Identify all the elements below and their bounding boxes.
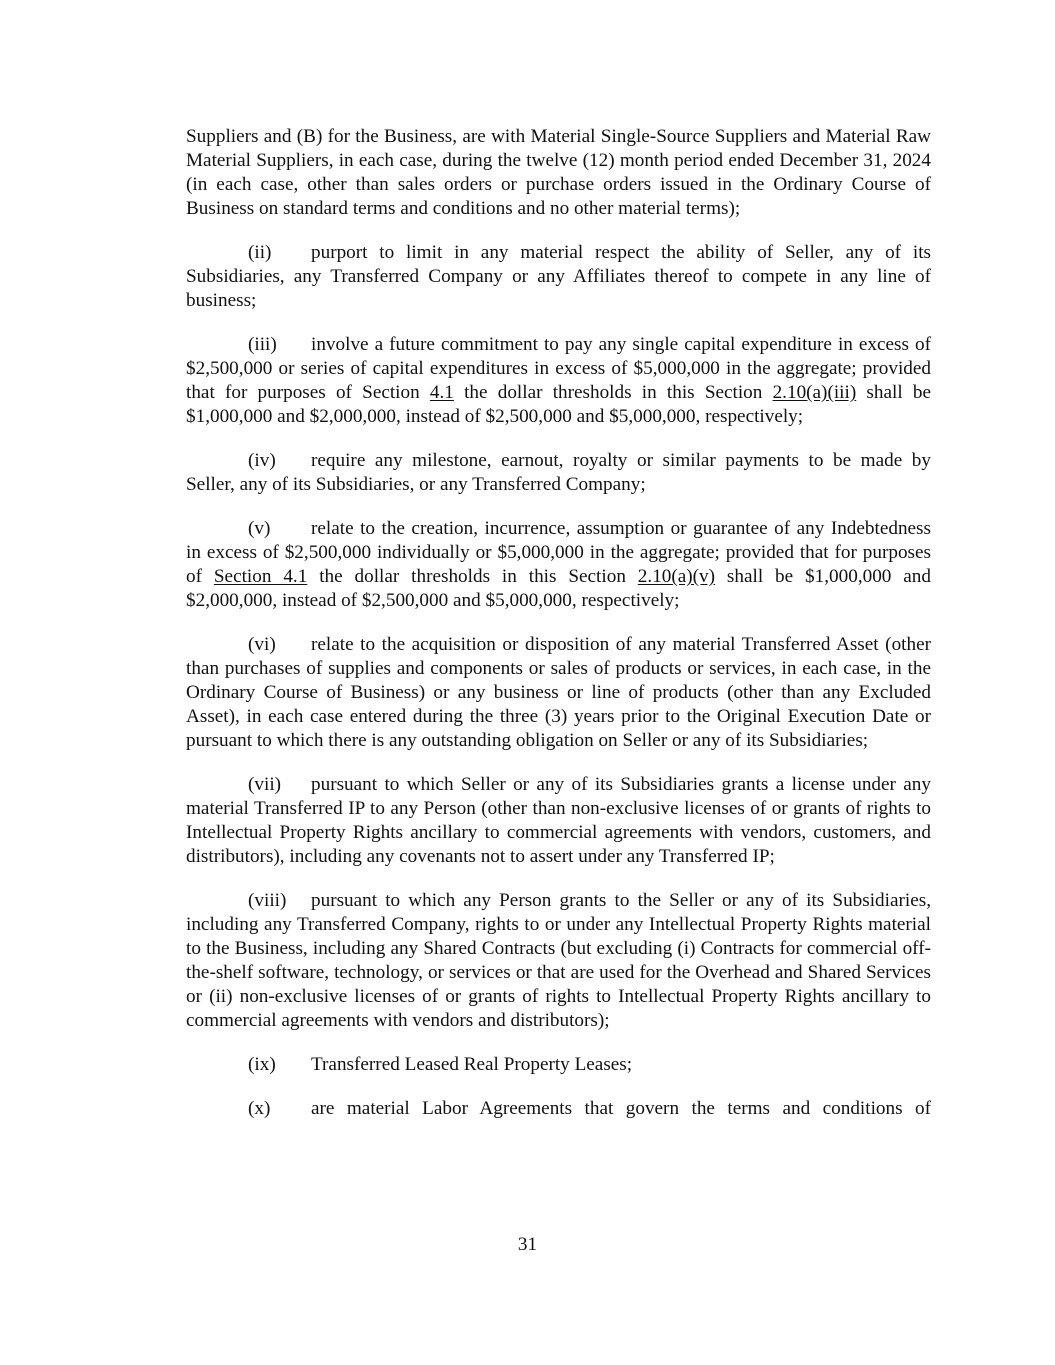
clause-label: (ix) xyxy=(248,1054,276,1075)
clause-text: pursuant to which any Person grants to the Seller or any of its Subsidiaries, including any Transferred Company, rights to or under any Intellectual Property Rights material to the Business, including any Shared Contracts (but excluding (i) Contracts for commercial off-the-shelf software, technology, or services or that are used for the Overhead and Shared Services or (ii) non-exclusive licenses of or grants of rights to Intellectual Property Rights ancillary to commercial agreements with vendors and distributors); xyxy=(186,890,931,1031)
section-link[interactable]: Section 4.1 xyxy=(213,566,308,587)
section-link[interactable]: 4.1 xyxy=(429,382,454,403)
clause-label: (ii) xyxy=(248,242,272,263)
clause-text: require any milestone, earnout, royalty or similar payments to be made by Seller, any of its Subsidiaries, or any Transferred Company; xyxy=(186,450,931,495)
clause-x xyxy=(248,1097,931,1121)
clause-label: (iii) xyxy=(248,334,277,355)
intro-paragraph: Suppliers and (B) for the Business, are with Material Single-Source Suppliers and Material Raw Material Suppliers, in each case, during the twelve (12) month period ended December 31, 2024 (in each case, other than sales orders or purchase orders issued in the Ordinary Course of Business on standard terms and conditions and no other material terms); xyxy=(186,126,931,219)
clause-iii xyxy=(186,333,931,429)
clause-text: Transferred Leased Real Property Leases; xyxy=(311,1054,633,1075)
clause-text: pursuant to which Seller or any of its Subsidiaries grants a license under any material Transferred IP to any Person (other than non-exclusive licenses of or grants of rights to Intellectual Property Rights ancillary to commercial agreements with vendors, customers, and distributors), including any covenants not to assert under any Transferred IP; xyxy=(186,774,931,867)
clause-text: are material Labor Agreements that govern the terms and conditions of xyxy=(311,1098,931,1119)
clause-text: the dollar thresholds in this Section xyxy=(453,382,773,403)
clause-label: (vi) xyxy=(248,634,276,655)
clause-label: (x) xyxy=(248,1098,271,1119)
clause-label: (vii) xyxy=(248,774,282,795)
clause-label: (v) xyxy=(248,518,271,539)
clause-text: purport to limit in any material respect the ability of Seller, any of its Subsidiaries, any Transferred Company or any Affiliates thereof to compete in any line of business; xyxy=(186,242,931,311)
page-number: 31 xyxy=(517,1234,538,1255)
clause-ii xyxy=(186,241,931,313)
section-link[interactable]: 2.10(a)(v) xyxy=(637,566,716,587)
clause-text: relate to the acquisition or disposition of any material Transferred Asset (other than purchases of supplies and components or sales of products or services, in each case, in the Ordinary Course of Business) or any business or line of products (other than any Excluded Asset), in each case entered during the three (3) years prior to the Original Execution Date or pursuant to which there is any outstanding obligation on Seller or any of its Subsidiaries; xyxy=(186,634,931,751)
clause-vi xyxy=(186,633,931,753)
clause-text: relate to the creation, incurrence, assumption or guarantee of any Indebtedness in excess of $2,500,000 individually or $5,000,000 in the aggregate; provided that for purposes of xyxy=(186,518,931,587)
clause-v xyxy=(186,517,931,613)
clause-text: the dollar thresholds in this Section xyxy=(307,566,638,587)
clause-ix xyxy=(248,1053,931,1077)
clause-text: shall be $1,000,000 and $2,000,000, instead of $2,500,000 and $5,000,000, respectively; xyxy=(186,566,931,611)
clause-label: (viii) xyxy=(248,890,287,911)
section-link[interactable]: 2.10(a)(iii) xyxy=(772,382,857,403)
clause-iv xyxy=(186,449,931,497)
document-page xyxy=(186,125,931,1141)
clause-vii xyxy=(186,773,931,869)
clause-text: involve a future commitment to pay any single capital expenditure in excess of $2,500,000 or series of capital expenditures in excess of $5,000,000 in the aggregate; provided that for purposes of Section xyxy=(186,334,931,403)
clause-viii xyxy=(186,889,931,1033)
clause-text: shall be $1,000,000 and $2,000,000, instead of $2,500,000 and $5,000,000, respectively; xyxy=(186,382,931,427)
clause-label: (iv) xyxy=(248,450,276,471)
